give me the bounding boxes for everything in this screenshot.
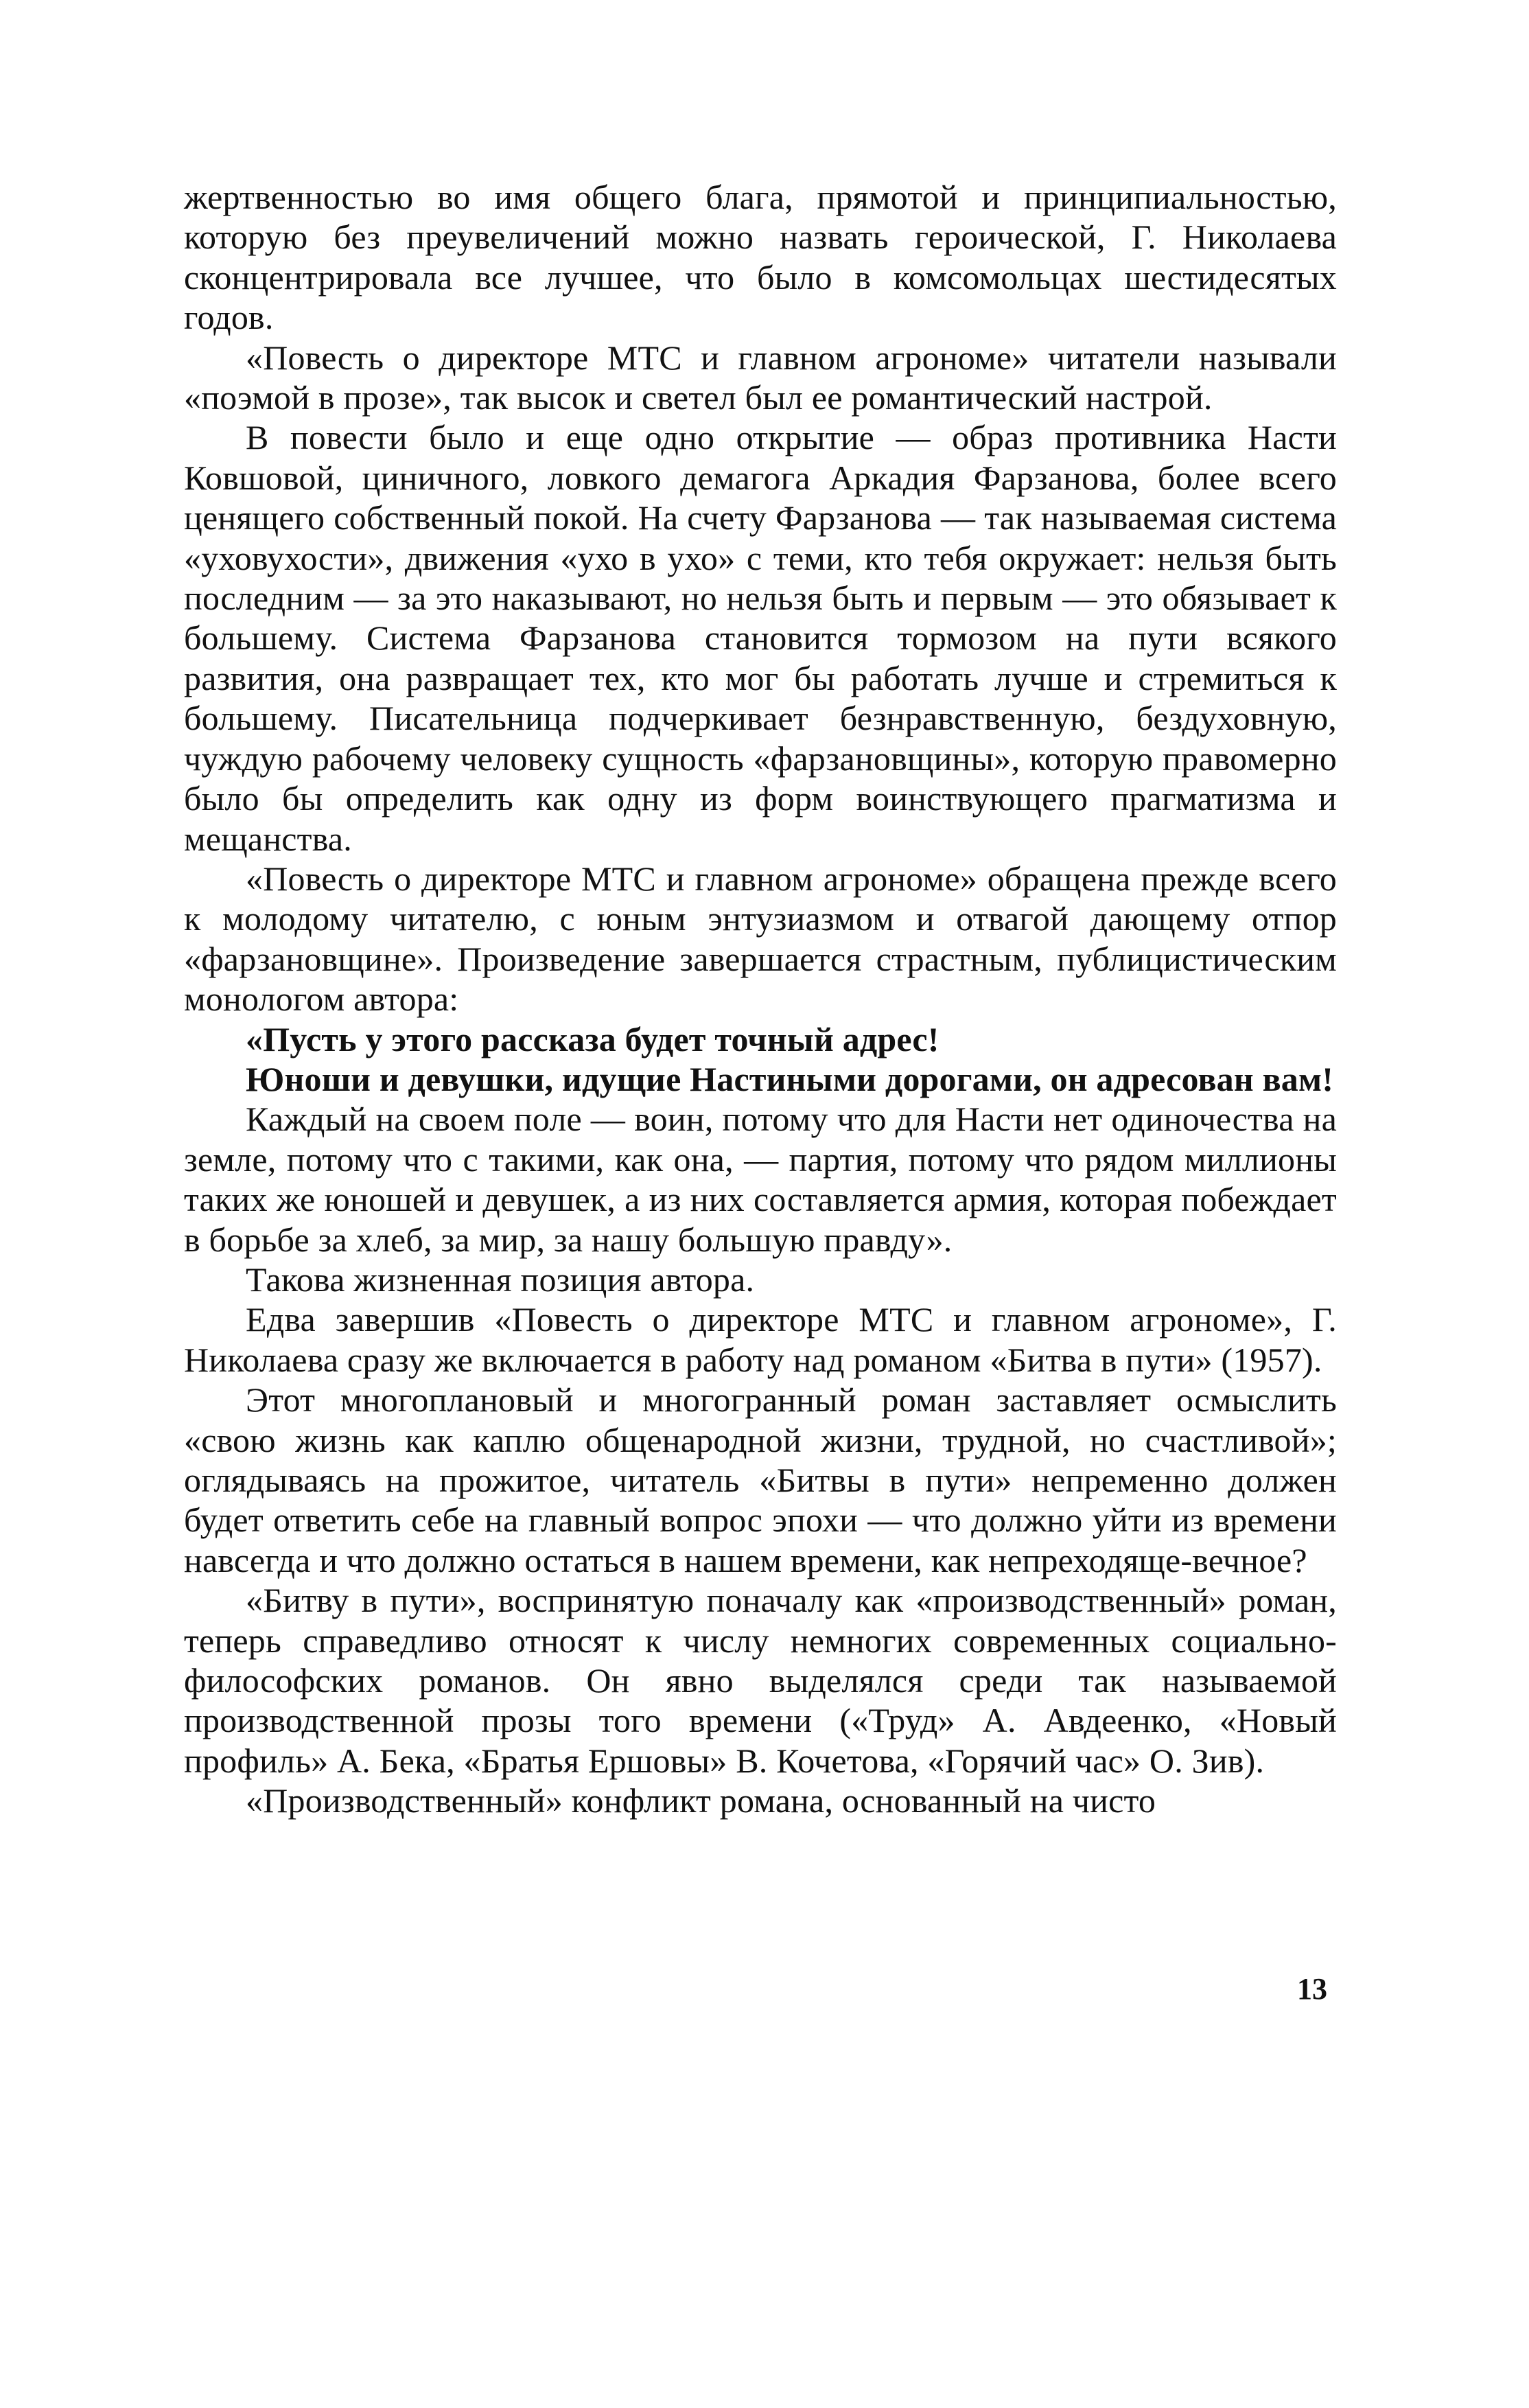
paragraph: Этот многоплановый и многогранный роман заставляет осмыслить «свою жизнь как каплю общенародной жизни, трудной, но счастливой»; оглядываясь на прожитое, читатель «Битвы в пути» непременно должен будет ответить себе на главный вопрос эпохи — что должно уйти из времени навсегда и что должно остаться в нашем времени, как непреходяще-вечное?: [184, 1380, 1337, 1579]
quote-paragraph: Каждый на своем поле — воин, потому что для Насти нет одиночества на земле, потому что с такими, как она, — партия, потому что рядом миллионы таких же юношей и девушек, а из них составляется армия, которая побеждает в борьбе за хлеб, за мир, за нашу большую правду».: [184, 1100, 1337, 1259]
paragraph: Едва завершив «Повесть о директоре МТС и главном агрономе», Г. Николаева сразу же включается в работу над романом «Битва в пути» (1957).: [184, 1300, 1337, 1379]
paragraph: жертвенностью во имя общего блага, прямотой и принципиальностью, которую без преувеличений можно назвать героической, Г. Николаева сконцентрировала все лучшее, что было в комсомольцах шестидесятых годов.: [184, 178, 1337, 337]
paragraph: Такова жизненная позиция автора.: [246, 1260, 755, 1299]
quote-paragraph: «Пусть у этого рассказа будет точный адрес!: [246, 1019, 939, 1058]
quote-paragraph: Юноши и девушки, идущие Настиными дорогами, он адресован вам!: [246, 1059, 1334, 1098]
body-text: [184, 177, 1337, 1821]
page-number: 13: [1297, 1972, 1327, 2006]
paragraph: «Производственный» конфликт романа, основанный на чисто: [246, 1781, 1156, 1820]
paragraph: «Повесть о директоре МТС и главном агрономе» читатели называли «поэмой в прозе», так высок и светел был ее романтический настрой.: [184, 338, 1337, 417]
paragraph: В повести было и еще одно открытие — образ противника Насти Ковшовой, циничного, ловкого демагога Аркадия Фарзанова, более всего ценящего собственный покой. На счету Фарзанова — так называемая система «уховухости», движения «ухо в ухо» с теми, кто тебя окружает: нельзя быть последним — за это наказывают, но нельзя быть и первым — это обязывает к большему. Система Фарзанова становится тормозом на пути всякого развития, она развращает тех, кто мог бы работать лучше и стремиться к большему. Писательница подчеркивает безнравственную, бездуховную, чуждую рабочему человеку сущность «фарзановщины», которую правомерно было бы определить как одну из форм воинствующего прагматизма и мещанства.: [184, 418, 1337, 858]
paragraph: «Битву в пути», воспринятую поначалу как «производственный» роман, теперь справедливо относят к числу немногих современных социально-философских романов. Он явно выделялся среди так называемой производственной прозы того времени («Труд» А. Авдеенко, «Новый профиль» А. Бека, «Братья Ершовы» В. Кочетова, «Горячий час» О. Зив).: [184, 1581, 1337, 1780]
paragraph: «Повесть о директоре МТС и главном агрономе» обращена прежде всего к молодому читателю, с юным энтузиазмом и отвагой дающему отпор «фарзановщине». Произведение завершается страстным, публицистическим монологом автора:: [184, 859, 1337, 1019]
